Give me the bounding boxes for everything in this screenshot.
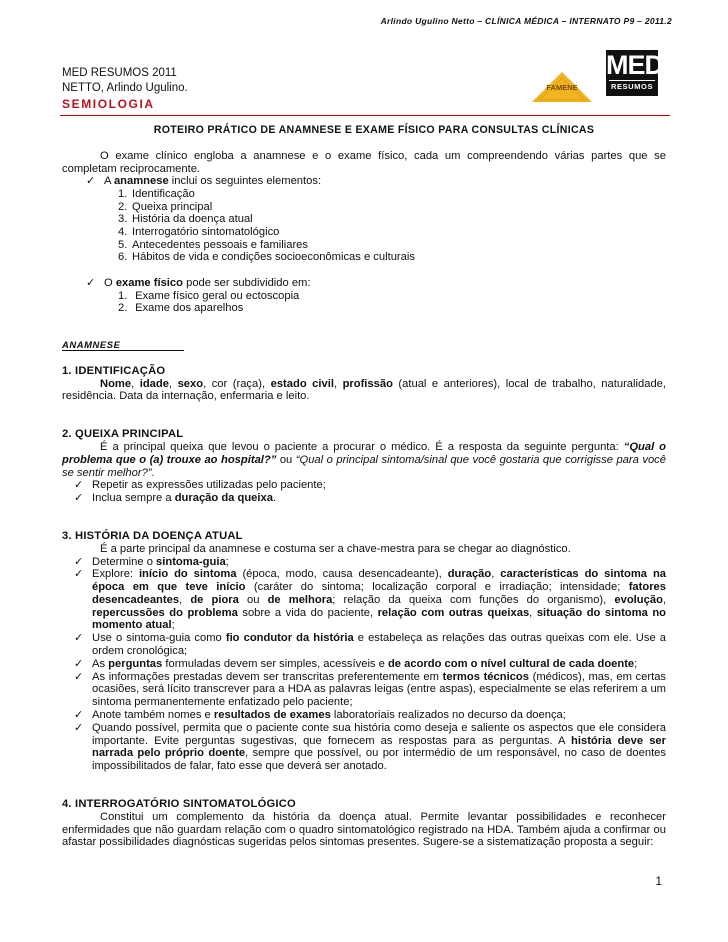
document-title: ROTEIRO PRÁTICO DE ANAMNESE E EXAME FÍSICO PARA CONSULTAS CLÍNICAS (153, 124, 595, 136)
checkmark-icon: ✓ (74, 492, 84, 505)
medresumos-logo (606, 50, 663, 96)
document-body (62, 124, 666, 849)
exame-fisico-list (62, 290, 666, 315)
famene-text: FAMENE (546, 83, 578, 92)
anamnese-intro: ✓ A anamnese inclui os seguintes elementos: (86, 175, 322, 188)
section-title-identificacao: 1. IDENTIFICAÇÃO (62, 364, 166, 377)
list-item: 2. Queixa principal (118, 200, 213, 213)
header-divider (60, 115, 670, 116)
checkmark-icon: ✓ (74, 709, 84, 722)
checkmark-icon: ✓ (74, 721, 84, 734)
intro-paragraph: O exame clínico engloba a anamnese e o exame físico, cada um compreendendo várias partes que se completam reciprocamente. (62, 149, 666, 175)
famene-logo (530, 70, 594, 104)
header-line-1: MED RESUMOS 2011 (62, 67, 177, 79)
section-title-interrogatorio: 4. INTERROGATÓRIO SINTOMATOLÓGICO (62, 798, 296, 811)
section-label: SEMIOLOGIA (62, 97, 155, 111)
list-item: 6. Hábitos de vida e condições socioeconômicas e culturais (118, 251, 415, 264)
queixa-paragraph: É a principal queixa que levou o paciente a procurar o médico. É a resposta da seguinte pergunta: “Qual o problema que o (a) trouxe ao hospital?” ou “Qual o principal sintoma/sinal que você gostaria que corrigisse para você se sentir melhor?”. (62, 440, 667, 479)
hda-bullet-6: ✓ Anote também nomes e resultados de exames laboratoriais realizados no decurso da doença; (74, 709, 566, 722)
checkmark-icon: ✓ (86, 175, 96, 188)
checkmark-icon: ✓ (74, 568, 84, 581)
hda-bullet-2: ✓ Explore: início do sintoma (época, modo, causa desencadeante), duração, características do sintoma na época em que teve início (caráter do sintoma; localização corporal e irradiação; intensidade; fatores desencadeantes, de piora ou de melhora; relação da queixa com funções do organismo), evolução, repercussões do problema sobre a vida do paciente, relação com outras queixas, situação do sintoma no momento atual; (74, 568, 667, 632)
list-item: 5. Antecedentes pessoais e familiares (118, 238, 308, 251)
hda-bullet-5: ✓ As informações prestadas devem ser transcritas preferentemente em termos técnicos (médicos), mas, em certas ocasiões, será lícito transcrever para a HDA as palavras leigas (entre aspas), especialmente se elas referirem a um sintoma permanentemente enfatizado pelo paciente; (74, 670, 667, 709)
resumos-logo-text: RESUMOS (610, 82, 654, 91)
checkmark-icon: ✓ (74, 657, 84, 670)
list-item: 4. Interrogatório sintomatológico (118, 225, 280, 238)
header-line-2: NETTO, Arlindo Ugulino. (62, 82, 188, 94)
list-item: 1. Exame físico geral ou ectoscopia (118, 289, 300, 302)
checkmark-icon: ✓ (74, 632, 84, 645)
hda-bullet-4: ✓ As perguntas formuladas devem ser simples, acessíveis e de acordo com o nível cultural de cada doente; (74, 657, 638, 670)
list-item: 3. História da doença atual (118, 213, 253, 226)
hda-bullet-7: ✓ Quando possível, permita que o paciente conte sua história como deseja e saliente os aspectos que ele considera importante. Evite perguntas sugestivas, que fornecem as respostas para as perguntas. A história deve ser narrada pelo próprio doente, sempre que possível, ou por intermédio de um responsável, no caso de doentes impossibilitados de falar, fato esse que deverá ser anotado. (74, 721, 667, 773)
checkmark-icon: ✓ (74, 555, 84, 568)
checkmark-icon: ✓ (74, 670, 84, 683)
list-item: 2. Exame dos aparelhos (118, 302, 244, 315)
hda-paragraph: É a parte principal da anamnese e costuma ser a chave-mestra para se chegar ao diagnóstico. (100, 542, 571, 555)
exame-fisico-intro: ✓ O exame físico pode ser subdividido em: (86, 276, 311, 289)
identificacao-paragraph: Nome, idade, sexo, cor (raça), estado civil, profissão (atual e anteriores), local de trabalho, naturalidade, residência. Data da internação, enfermaria e leito. (62, 377, 666, 403)
anamnese-elements-list (62, 188, 666, 264)
interrogatorio-paragraph: Constitui um complemento da história da doença atual. Permite levantar possibilidades e reconhecer enfermidades que não guardam relação com o quadro sintomatológico registrado na HDA. Também ajuda a confirmar ou afastar possibilidades diagnósticas sugeridas pelos sintomas presentes. Sugere-se a sistematização proposta a seguir: (62, 810, 666, 849)
list-item: 1. Identificação (118, 188, 195, 201)
running-header: Arlindo Ugulino Netto – CLÍNICA MÉDICA – INTERNATO P9 – 2011.2 (380, 16, 672, 26)
anamnese-heading: ANAMNESE (62, 339, 184, 351)
checkmark-icon: ✓ (74, 479, 84, 492)
hda-bullet-1: ✓ Determine o sintoma-guia; (74, 555, 229, 568)
queixa-bullet-1: ✓ Repetir as expressões utilizadas pelo paciente; (74, 479, 326, 492)
queixa-bullet-2: ✓ Inclua sempre a duração da queixa. (74, 492, 277, 505)
checkmark-icon: ✓ (86, 276, 96, 289)
document-header (62, 66, 188, 112)
section-title-queixa: 2. QUEIXA PRINCIPAL (62, 428, 184, 441)
hda-bullet-3: ✓ Use o sintoma-guia como fio condutor da história e estabeleça as relações das outras queixas com ele. Use a ordem cronológica; (74, 632, 666, 658)
med-logo-text: MED (606, 50, 663, 80)
section-title-hda: 3. HISTÓRIA DA DOENÇA ATUAL (62, 529, 243, 542)
page-number: 1 (655, 874, 662, 888)
